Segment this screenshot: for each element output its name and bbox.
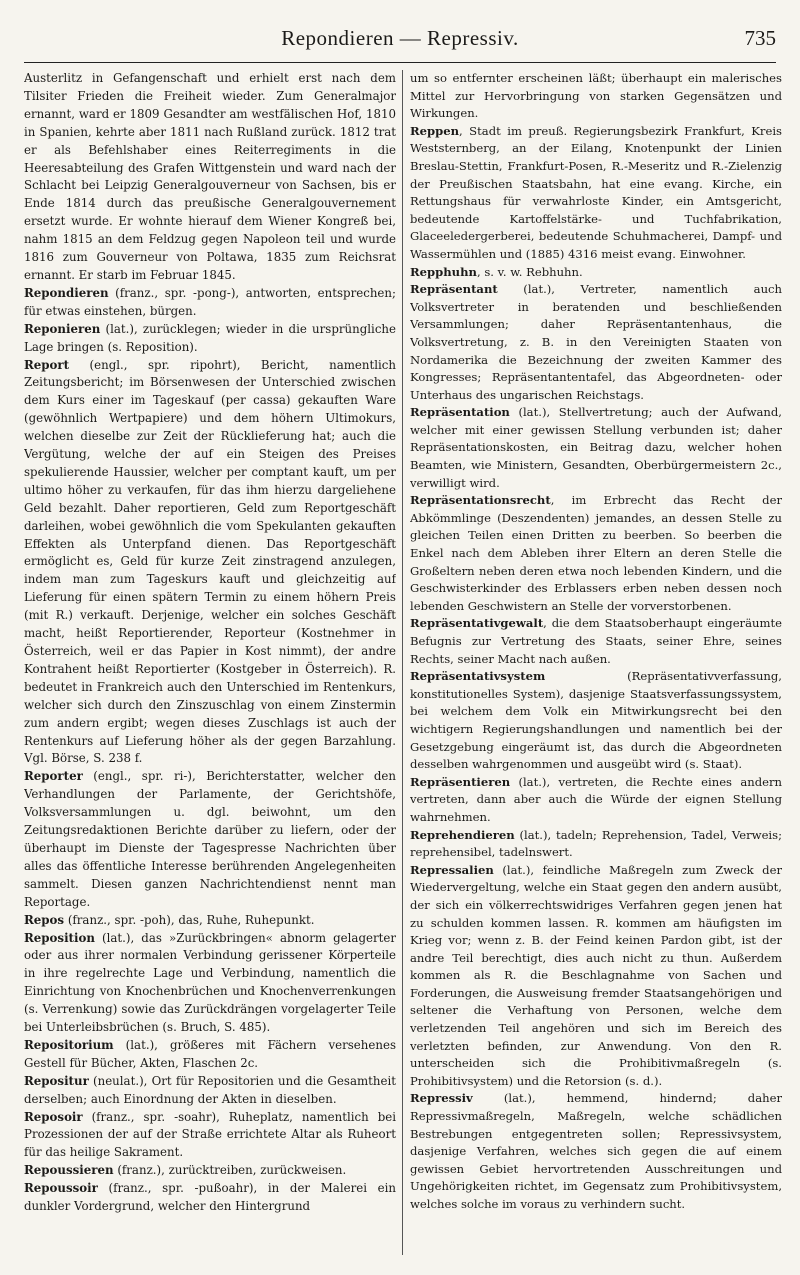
dictionary-entry (410, 827, 782, 862)
entry-text: , Stadt im preuß. Regierungsbezirk Frankfurt, Kreis Weststernberg, an der Eilang, Knotenpunkt der Linien Breslau-Stettin, Frankfurt-Posen, R.-Meseritz und R.-Zielenzig der Preußischen Staatsbahn, hat eine evang. Kirche, ein Rettungshaus für verwahrloste Kinder, ein Amtsgericht, bedeutende Kartoffelstärke- und Tuchfabrikation, Glaceeledergerberei, bedeutende Schuhmacherei, Dampf- und Wassermühlen und (1885) 4316 meist evang. Einwohner. (410, 123, 782, 261)
entry-headword: Repondieren (24, 285, 109, 300)
entry-text: (lat.), vertreten, die Rechte eines andern vertreten, dann aber auch die Würde der eignen Stellung wahrnehmen. (410, 774, 782, 824)
entry-headword: Reprehendieren (410, 827, 515, 842)
dictionary-entry (410, 1090, 782, 1213)
entry-text: (franz., spr. -pußoahr), in der Malerei ein dunkler Vordergrund, welcher den Hintergrund (24, 1181, 396, 1214)
page-header (24, 22, 776, 63)
entry-headword: Repoussieren (24, 1163, 114, 1178)
entry-text: , s. v. w. Rebhuhn. (476, 264, 583, 279)
dictionary-entry (24, 1180, 396, 1216)
entry-headword: Repräsentation (410, 405, 510, 420)
left-column (24, 70, 396, 1260)
dictionary-entry (24, 1073, 396, 1109)
entry-headword: Repositur (24, 1073, 89, 1088)
dictionary-entry (410, 264, 782, 282)
entry-headword: Repräsentativsystem (410, 669, 546, 684)
entry-headword: Reponieren (24, 321, 101, 336)
entry-text: (lat.), hemmend, hindernd; daher Repressivmaßregeln, Maßregeln, welche schädlichen Bestrebungen entgegentreten sollen; Repressivsystem, dasjenige Verfahren, welches sich gegen die auf einem gewissen Gebiet hervortretenden Ausschreitungen und Ungehörigkeiten richtet, im Gegensatz zum Prohibitivsystem, welches solche im voraus zu verhindern sucht. (410, 1091, 782, 1211)
entry-text: (lat.), Stellvertretung; auch der Aufwand, welcher mit einer gewissen Stellung verbunden ist; daher Repräsentationskosten, ein Beitrag dazu, welcher hohen Beamten, wie Ministern, Gesandten, Oberbürgermeistern 2c., verwilligt wird. (410, 405, 782, 490)
dictionary-entry (24, 357, 396, 769)
continuation-text: Austerlitz in Gefangenschaft und erhielt erst nach dem Tilsiter Frieden die Freiheit wieder. Zum Generalmajor ernannt, ward er 1809 Gesandter am westfälischen Hof, 1810 in Spanien, kehrte aber 1811 nach Rußland zurück. 1812 trat er als Befehlshaber eines Reiterregiments in die Heeresabteilung des Grafen Wittgenstein und ward nach der Schlacht bei Leipzig Generalgouverneur von Sachsen, bis er Ende 1814 durch das preußische Generalgouvernement ersetzt wurde. Er wohnte hierauf dem Wiener Kongreß bei, nahm 1815 an dem Feldzug gegen Napoleon teil und wurde 1816 zum Gouverneur von Poltawa, 1835 zum Reichsrat ernannt. Er starb im Februar 1845. (24, 71, 396, 282)
entry-text: , im Erbrecht das Recht der Abkömmlinge (Deszendenten) jemandes, an dessen Stelle zu gleichen Teilen einen Dritten zu beerben. So beerben die Enkel nach dem Ableben ihrer Eltern an deren Stelle die Großeltern neben deren etwa noch lebenden Kindern, und die Geschwisterkinder des Erblassers erben neben dessen noch lebenden Geschwistern an Stelle der vorverstorbenen. (410, 493, 782, 613)
dictionary-entry (24, 930, 396, 1037)
dictionary-entry (410, 774, 782, 827)
running-title: Repondieren — Repressiv. (281, 26, 519, 50)
dictionary-entry (410, 404, 782, 492)
entry-text: (neulat.), Ort für Repositorien und die Gesamtheit derselben; auch Einordnung der Akten in dieselben. (24, 1073, 396, 1106)
dictionary-entry (410, 615, 782, 668)
entry-text: (lat.), feindliche Maßregeln zum Zweck der Wiedervergeltung, welche ein Staat gegen den andern ausübt, der sich ein völkerrechtswidriges Verfahren gegen jenen hat zu schulden kommen lassen. R. kommen am häufigsten im Krieg vor; wenn z. B. der Feind keinen Pardon gibt, ist der andre Teil berechtigt, dies auch nicht zu thun. Außerdem kommen als R. die Beschlagnahme von Sachen und Forderungen, die Ausweisung fremder Staatsangehörigen und seltener die Verhaftung von Personen, welche dem verletzenden Teil angehören und sich im Bereich des verletzten befinden, zur Anwendung. Von den R. unterscheiden sich die Prohibitivmaßregeln (s. Prohibitivsystem) und die Retorsion (s. d.). (410, 862, 782, 1088)
entry-text: (franz., spr. -poh), das, Ruhe, Ruhepunkt. (64, 912, 315, 927)
dictionary-entry (24, 768, 396, 911)
entry-headword: Reposition (24, 930, 95, 945)
entry-headword: Repräsentant (410, 282, 498, 297)
entry-headword: Repos (24, 912, 65, 927)
entry-text: (engl., spr. ri-), Berichterstatter, welcher den Verhandlungen der Parlamente, der Gerichtshöfe, Volksversammlungen u. dgl. beiwohnt, um den Zeitungsredaktionen Berichte darüber zu liefern, oder der überhaupt im Dienste der Tagespresse Nachrichten über alles das öffentliche Interesse berührenden Angelegenheiten sammelt. Diesen ganzen Nachrichtendienst nennt man Reportage. (24, 769, 396, 909)
entry-headword: Repräsentationsrecht (410, 493, 551, 508)
dictionary-entry (24, 1162, 396, 1180)
page-number: 735 (744, 26, 776, 50)
entry-headword: Reppen (410, 123, 460, 138)
entry-headword: Repositorium (24, 1037, 114, 1052)
dictionary-entry (24, 1109, 396, 1163)
entry-text: (lat.), Vertreter, namentlich auch Volksvertreter in beratenden und beschließenden Versammlungen; daher Repräsentantenhaus, die Volksvertretung, z. B. in den Vereinigten Staaten von Nordamerika die Bezeichnung der zweiten Kammer des Kongresses; Repräsentantentafel, das Abgeordneten- oder Unterhaus des ungarischen Reichstags. (410, 282, 782, 402)
entry-text: (engl., spr. ripohrt), Bericht, namentlich Zeitungsbericht; im Börsenwesen der Unterschied zwischen dem Kurs einer im Tageskauf (per cassa) gekauften Ware (gewöhnlich Wertpapiere) und dem höhern Ultimokurs, welchen dieselbe zur Zeit der Rücklieferung hat; auch die Vergütung, welche der auf ein Steigen des Preises spekulierende Haussier, welcher per comptant kauft, um per ultimo höher zu verkaufen, für das ihm hierzu dargeliehene Geld bezahlt. Daher reportieren, Geld zum Reportgeschäft darleihen, wobei gewöhnlich die vom Spekulanten gekauften Effekten als Unterpfand dienen. Das Reportgeschäft ermöglicht es, Geld für kurze Zeit zinstragend anzulegen, indem man zum Tageskurs kauft und gleichzeitig auf Lieferung für einen spätern Termin zu einem höhern Preis (mit R.) verkauft. Derjenige, welcher ein solches Geschäft macht, heißt Reportierender, Reporteur (Kostnehmer in Österreich, weil er das Papier in Kost nimmt), der andre Kontrahent heißt Reportierter (Kostgeber in Österreich). R. bedeutet in Frankreich auch den Unterschied im Rentenkurs, welcher sich durch den Zinszuschlag von einem Zinstermin zum andern ergibt; wegen dieses Zuschlags ist auch der Rentenkurs auf Lieferung höher als der gegen Barzahlung. Vgl. Börse, S. 238 f. (24, 357, 396, 766)
entry-text: (Repräsentativverfassung, konstitutionelles System), dasjenige Staatsverfassungssystem, bei welchem dem Volk ein Mitwirkungsrecht bei den wichtigern Regierungshandlungen und namentlich bei der Gesetzgebung eingeräumt ist, das durch die Abgeordneten desselben wahrgenommen und ausgeübt wird (s. Staat). (410, 669, 782, 772)
entry-headword: Reporter (24, 769, 83, 784)
entry-text: (lat.), das »Zurückbringen« abnorm gelagerter oder aus ihrer normalen Verbindung gerissener Körperteile in ihre regelrechte Lage und Verbindung, namentlich die Einrichtung von Knochenbrüchen und Knochenverrenkungen (s. Verrenkung) sowie das Zurückdrängen vorgelagerter Teile bei Unterleibsbrüchen (s. Bruch, S. 485). (24, 930, 396, 1035)
dictionary-entry (24, 285, 396, 321)
continuation-text: um so entfernter erscheinen läßt; überhaupt ein malerisches Mittel zur Hervorbringung von starken Gegensätzen und Wirkungen. (410, 71, 782, 121)
dictionary-entry (410, 492, 782, 615)
dictionary-entry (410, 668, 782, 774)
entry-headword: Repräsentativgewalt (410, 616, 544, 631)
entry-headword: Repoussoir (24, 1181, 98, 1196)
entry-headword: Reposoir (24, 1109, 83, 1124)
entry-headword: Report (24, 357, 70, 372)
entry-text: (franz.), zurücktreiben, zurückweisen. (113, 1163, 347, 1178)
dictionary-entry (24, 1037, 396, 1073)
column-divider (402, 70, 403, 1255)
entry-text: (franz., spr. -soahr), Ruheplatz, namentlich bei Prozessionen der auf der Straße errichtete Altar als Ruheort für das heilige Sakrament. (24, 1109, 396, 1160)
dictionary-entry (24, 912, 396, 930)
entry-headword: Repressiv (410, 1091, 473, 1106)
dictionary-entry (410, 281, 782, 404)
entry-headword: Repräsentieren (410, 774, 511, 789)
entry-headword: Repphuhn (410, 264, 477, 279)
entry-text: (franz., spr. -pong-), antworten, entsprechen; für etwas einstehen, bürgen. (24, 285, 396, 318)
dictionary-entry (410, 123, 782, 264)
entry-text: (lat.), größeres mit Fächern versehenes Gestell für Bücher, Akten, Flaschen 2c. (24, 1037, 396, 1070)
dictionary-entry (410, 862, 782, 1091)
entry-headword: Repressalien (410, 862, 494, 877)
right-column (410, 70, 782, 1260)
entry-text: (lat.), zurücklegen; wieder in die ursprüngliche Lage bringen (s. Reposition). (24, 321, 396, 354)
entry-text: (lat.), tadeln; Reprehension, Tadel, Verweis; reprehensibel, tadelnswert. (410, 827, 782, 860)
entry-text: , die dem Staatsoberhaupt eingeräumte Befugnis zur Vertretung des Staats, seiner Ehre, seines Rechts, seiner Macht nach außen. (410, 616, 782, 666)
dictionary-entry (24, 321, 396, 357)
